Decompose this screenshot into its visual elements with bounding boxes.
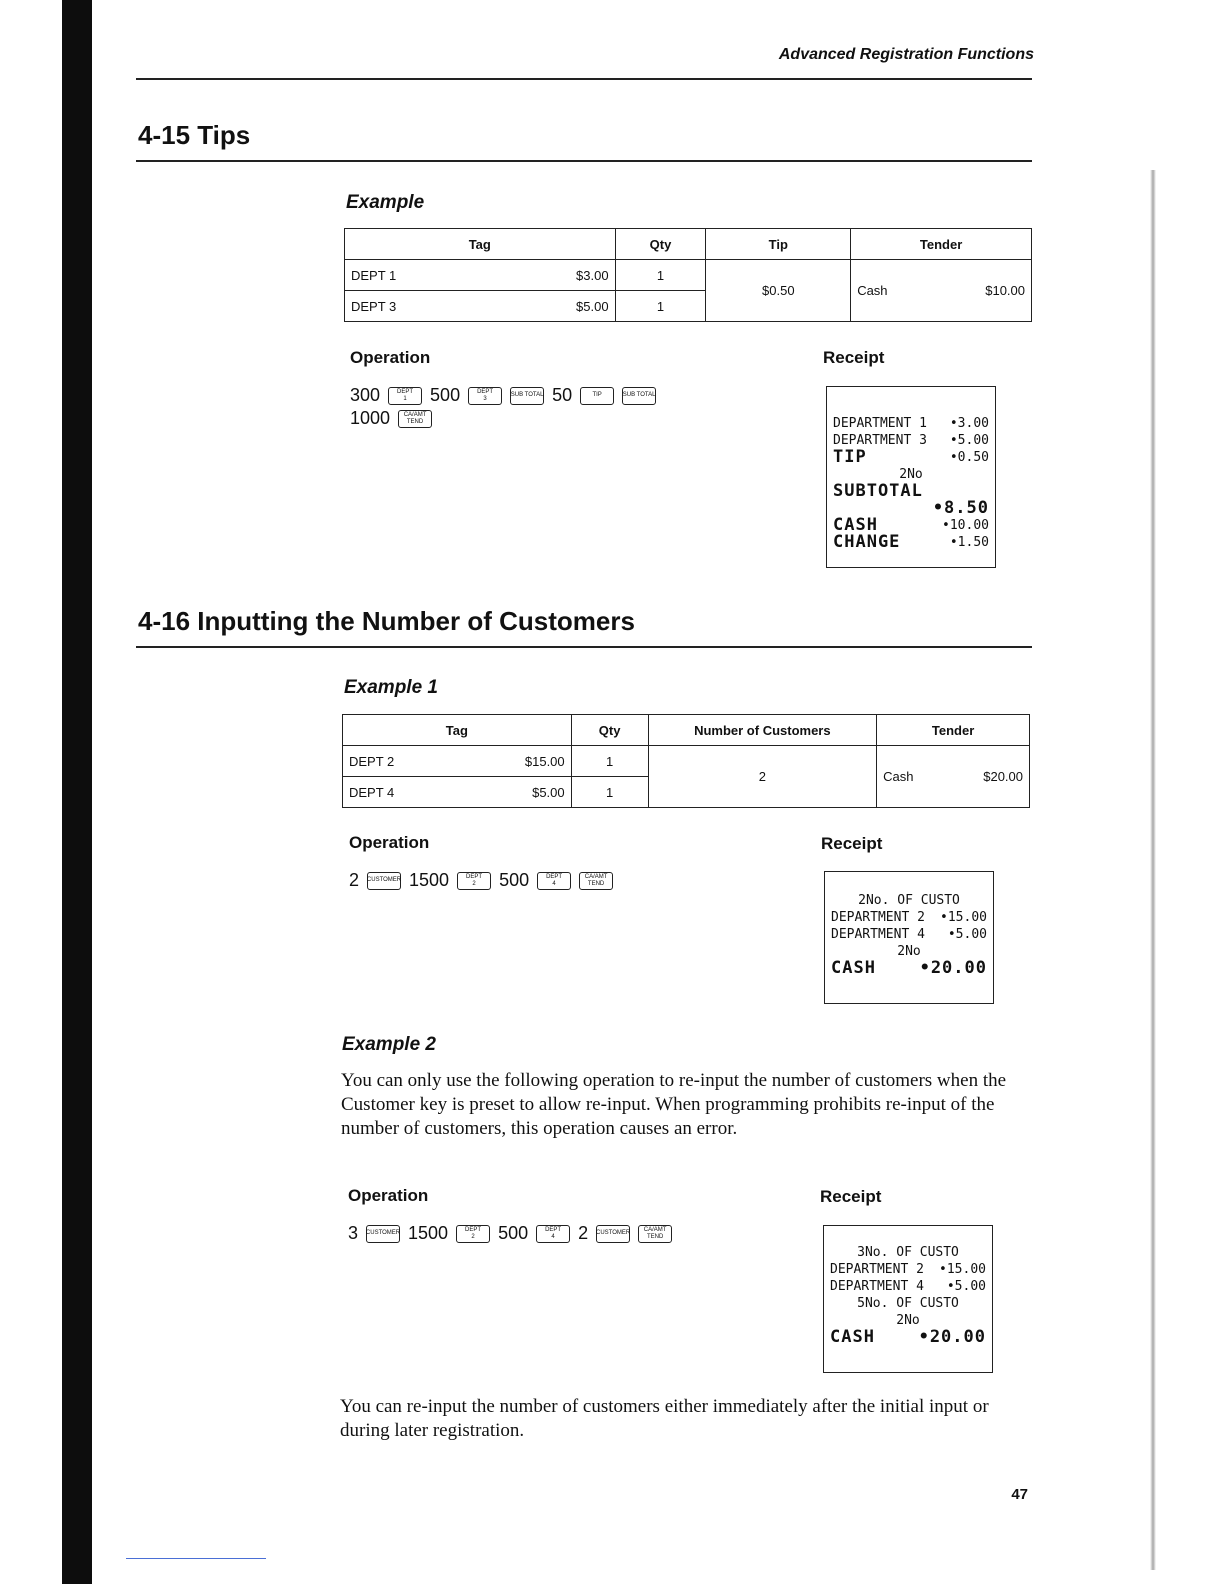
receipt-line: DEPARTMENT 4 •5.00 bbox=[831, 927, 987, 942]
section-heading-tips: 4-15 Tips bbox=[138, 120, 251, 150]
dept-price: $3.00 bbox=[576, 267, 609, 283]
tag-cell bbox=[343, 777, 572, 808]
qty-cell: 1 bbox=[571, 777, 648, 808]
tip-key[interactable]: TIP bbox=[580, 387, 614, 405]
dept-name: DEPT 3 bbox=[351, 298, 397, 314]
scan-binding-edge bbox=[62, 0, 92, 1584]
receipt-label: Receipt bbox=[821, 834, 883, 853]
tag-cell bbox=[345, 291, 616, 322]
dept-3-key[interactable]: DEPT 3 bbox=[468, 387, 502, 405]
subtotal-key[interactable]: SUB TOTAL bbox=[622, 387, 656, 405]
header-rule bbox=[136, 78, 1032, 80]
dept-4-key[interactable]: DEPT 4 bbox=[537, 872, 571, 890]
table-header-row bbox=[343, 715, 1030, 746]
example-2-paragraph: You can only use the following operation to re-input the number of customers when the Customer key is preset to allow re-input. When programming prohibits re-input of the number of customers, this operation causes an error. bbox=[341, 1070, 1007, 1139]
example-2-label: Example 2 bbox=[342, 1034, 436, 1055]
receipt-line: 2No. OF CUSTO bbox=[858, 893, 960, 908]
qty-cell: 1 bbox=[571, 746, 648, 777]
dept-price: $5.00 bbox=[532, 784, 565, 800]
entry-number: 1500 bbox=[409, 870, 450, 890]
operation-label: Operation bbox=[349, 833, 430, 852]
customers-example-table bbox=[342, 714, 1030, 808]
receipt-line: 3No. OF CUSTO bbox=[857, 1245, 959, 1260]
operation-sequence bbox=[348, 1223, 672, 1244]
running-header: Advanced Registration Functions bbox=[778, 46, 1034, 63]
table-row bbox=[343, 746, 1030, 777]
col-header-qty: Qty bbox=[615, 229, 706, 260]
dept-1-key[interactable]: DEPT 1 bbox=[388, 387, 422, 405]
qty-cell: 1 bbox=[615, 260, 706, 291]
entry-number: 2 bbox=[578, 1223, 589, 1243]
receipt-line: CASH •20.00 bbox=[830, 1327, 986, 1347]
receipt-line: CHANGE •1.50 bbox=[833, 532, 989, 552]
cash-amt-tend-key[interactable]: CA/AMT TEND bbox=[638, 1225, 672, 1243]
tag-cell bbox=[343, 746, 572, 777]
receipt-label: Receipt bbox=[823, 348, 885, 367]
tender-cell bbox=[877, 746, 1030, 808]
operation-label: Operation bbox=[348, 1186, 429, 1205]
example-1-label: Example 1 bbox=[344, 677, 438, 698]
footer-link-line bbox=[126, 1558, 266, 1559]
dept-price: $5.00 bbox=[576, 298, 609, 314]
operation-label: Operation bbox=[350, 348, 431, 367]
col-header-tender: Tender bbox=[851, 229, 1032, 260]
customer-key[interactable]: CUSTOMER bbox=[596, 1225, 630, 1243]
entry-number: 500 bbox=[499, 870, 530, 890]
table-header-row bbox=[345, 229, 1032, 260]
closing-paragraph: You can re-input the number of customers either immediately after the initial input or during later registration. bbox=[340, 1396, 989, 1441]
col-header-tag: Tag bbox=[345, 229, 616, 260]
receipt-customers-ex2 bbox=[823, 1225, 993, 1373]
dept-name: DEPT 4 bbox=[349, 784, 395, 800]
col-header-customers: Number of Customers bbox=[648, 715, 877, 746]
section-rule-customers bbox=[136, 646, 1032, 648]
receipt-line: DEPARTMENT 4 •5.00 bbox=[830, 1279, 986, 1294]
receipt-line: •8.50 bbox=[932, 498, 989, 518]
tender-method: Cash bbox=[883, 769, 914, 784]
qty-cell: 1 bbox=[615, 291, 706, 322]
receipt-label: Receipt bbox=[820, 1187, 882, 1206]
receipt-line: 2No bbox=[896, 1313, 920, 1328]
dept-name: DEPT 2 bbox=[349, 753, 395, 769]
customer-key[interactable]: CUSTOMER bbox=[366, 1225, 400, 1243]
operation-sequence-line2 bbox=[350, 408, 432, 429]
receipt-line: DEPARTMENT 3 •5.00 bbox=[833, 433, 989, 448]
section-heading-customers: 4-16 Inputting the Number of Customers bbox=[138, 606, 635, 636]
col-header-qty: Qty bbox=[571, 715, 648, 746]
tip-cell: $0.50 bbox=[706, 260, 851, 322]
col-header-tag: Tag bbox=[343, 715, 572, 746]
receipt-tips bbox=[826, 386, 996, 568]
entry-number: 3 bbox=[348, 1223, 359, 1243]
receipt-line: SUBTOTAL bbox=[833, 481, 923, 501]
tender-amount: $20.00 bbox=[983, 769, 1023, 784]
tender-cell bbox=[851, 260, 1032, 322]
entry-number: 300 bbox=[350, 385, 381, 405]
customer-key[interactable]: CUSTOMER bbox=[367, 872, 401, 890]
tender-amount: $10.00 bbox=[985, 283, 1025, 298]
dept-4-key[interactable]: DEPT 4 bbox=[536, 1225, 570, 1243]
receipt-line: 5No. OF CUSTO bbox=[857, 1296, 959, 1311]
receipt-line: DEPARTMENT 2 •15.00 bbox=[831, 910, 987, 925]
tips-example-table bbox=[344, 228, 1032, 322]
table-row bbox=[345, 260, 1032, 291]
tag-cell bbox=[345, 260, 616, 291]
receipt-line: 2No bbox=[899, 467, 923, 482]
operation-sequence bbox=[350, 385, 656, 406]
col-header-tip: Tip bbox=[706, 229, 851, 260]
receipt-line: 2No bbox=[897, 944, 921, 959]
dept-price: $15.00 bbox=[524, 753, 565, 769]
receipt-line: TIP •0.50 bbox=[833, 447, 989, 467]
customers-cell: 2 bbox=[648, 746, 877, 808]
page-number: 47 bbox=[1011, 1486, 1028, 1503]
receipt-line: DEPARTMENT 1 •3.00 bbox=[833, 416, 989, 431]
example-label: Example bbox=[346, 192, 425, 213]
tender-method: Cash bbox=[857, 283, 888, 298]
entry-number: 500 bbox=[430, 385, 461, 405]
entry-number: 500 bbox=[498, 1223, 529, 1243]
section-rule-tips bbox=[136, 160, 1032, 162]
dept-2-key[interactable]: DEPT 2 bbox=[456, 1225, 490, 1243]
receipt-line: CASH •10.00 bbox=[833, 515, 989, 535]
entry-number: 1500 bbox=[408, 1223, 449, 1243]
entry-number: 2 bbox=[349, 870, 360, 890]
operation-sequence bbox=[349, 870, 613, 891]
dept-2-key[interactable]: DEPT 2 bbox=[457, 872, 491, 890]
col-header-tender: Tender bbox=[877, 715, 1030, 746]
entry-number: 1000 bbox=[350, 408, 391, 428]
receipt-line: CASH •20.00 bbox=[831, 958, 987, 978]
subtotal-key[interactable]: SUB TOTAL bbox=[510, 387, 544, 405]
scan-right-edge bbox=[1150, 170, 1156, 1570]
receipt-customers-ex1 bbox=[824, 871, 994, 1004]
entry-number: 50 bbox=[552, 385, 573, 405]
receipt-line: DEPARTMENT 2 •15.00 bbox=[830, 1262, 986, 1277]
cash-amt-tend-key[interactable]: CA/AMT TEND bbox=[398, 410, 432, 428]
dept-name: DEPT 1 bbox=[351, 267, 397, 283]
cash-amt-tend-key[interactable]: CA/AMT TEND bbox=[579, 872, 613, 890]
